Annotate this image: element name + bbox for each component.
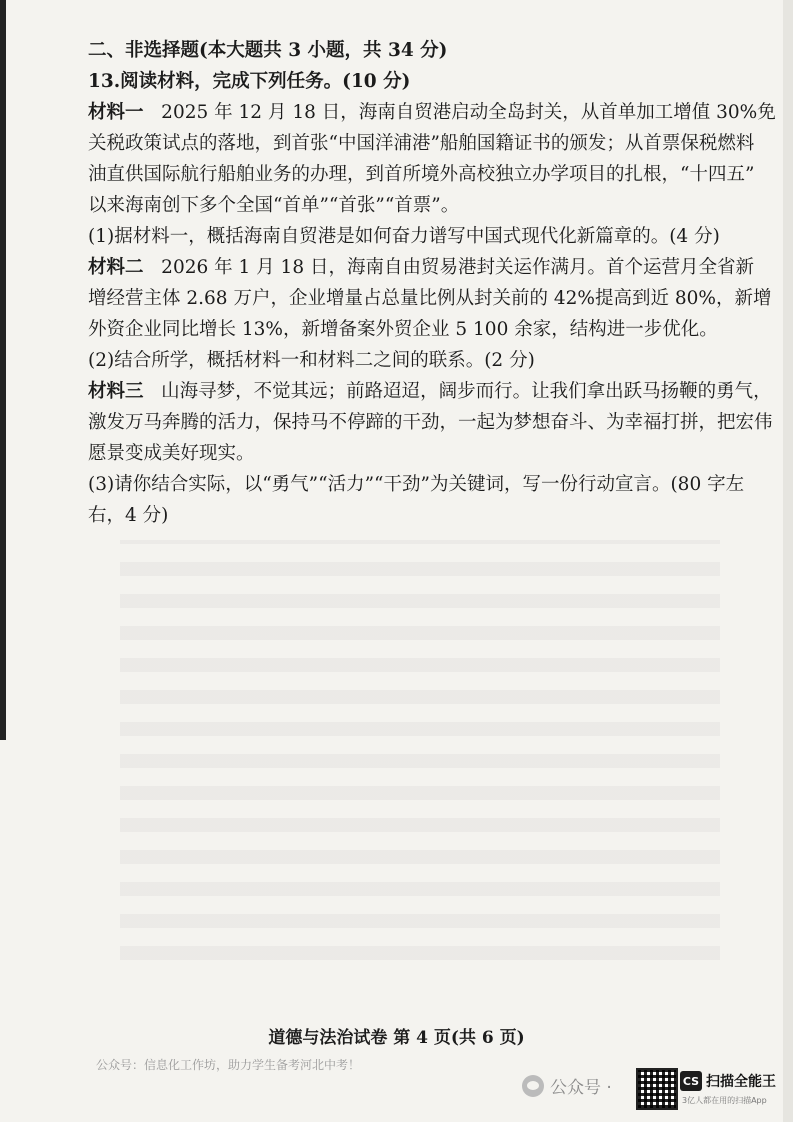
task-3-line-2: 右，4 分) [88,505,169,526]
material3-line-1 [88,376,778,407]
material2-label: 材料二 [88,257,144,278]
material1-text-1: 2025 年 12 月 18 日，海南自贸港启动全岛封关，从首单加工增值 30%免 [161,102,776,123]
official-account-watermark [522,1073,612,1098]
material2-line-2: 增经营主体 2.68 万户，企业增量占总量比例从封关前的 42%提高到近 80%，新增 [88,288,772,309]
material2-line-1 [88,252,778,283]
material3-label: 材料三 [88,381,144,402]
material1-label: 材料一 [88,102,144,123]
material1-line-2: 关税政策试点的落地，到首张“中国洋浦港”船舶国籍证书的颁发；从首票保税燃料 [88,133,755,154]
question-content [88,35,778,531]
bleed-through [120,540,720,960]
material3-text-1: 山海寻梦，不觉其远；前路迢迢，阔步而行。让我们拿出跃马扬鞭的勇气， [161,381,772,402]
material2-line-3: 外资企业同比增长 13%，新增备案外贸企业 5 100 余家，结构进一步优化。 [88,319,718,340]
scan-left-edge [0,0,6,740]
material1-line-1 [88,97,778,128]
wechat-note: 公众号：信息化工作坊，助力学生备考河北中考！ [96,1058,361,1072]
scan-right-edge [783,0,793,1122]
material3-line-2: 激发万马奔腾的活力，保持马不停蹄的干劲，一起为梦想奋斗、为幸福打拼，把宏伟 [88,412,773,433]
scanner-brand [680,1071,776,1091]
page-footer: 道德与法治试卷 第 4 页(共 6 页) [268,1028,525,1048]
question-title: 13.阅读材料，完成下列任务。(10 分) [88,71,411,92]
material2-text-1: 2026 年 1 月 18 日，海南自由贸易港封关运作满月。首个运营月全省新 [161,257,754,278]
section-header: 二、非选择题(本大题共 3 小题，共 34 分) [88,40,448,61]
task-3-line-1: (3)请你结合实际，以“勇气”“活力”“干劲”为关键词，写一份行动宣言。(80 字左 [88,474,745,495]
watermark-label: 公众号 · [550,1078,612,1098]
task-2: (2)结合所学，概括材料一和材料二之间的联系。(2 分) [88,350,535,371]
material3-line-3: 愿景变成美好现实。 [88,443,255,464]
scanner-name: 扫描全能王 [706,1074,776,1090]
wechat-icon [522,1075,544,1097]
camscanner-logo-icon: CS [680,1071,702,1091]
task-1: (1)据材料一，概括海南自贸港是如何奋力谱写中国式现代化新篇章的。(4 分) [88,226,720,247]
scanner-tagline: 3亿人都在用的扫描App [682,1096,767,1105]
material1-line-4: 以来海南创下多个全国“首单”“首张”“首票”。 [88,195,460,216]
material1-line-3: 油直供国际航行船舶业务的办理，到首所境外高校独立办学项目的扎根，“十四五” [88,164,755,185]
qr-code-icon [636,1068,678,1110]
